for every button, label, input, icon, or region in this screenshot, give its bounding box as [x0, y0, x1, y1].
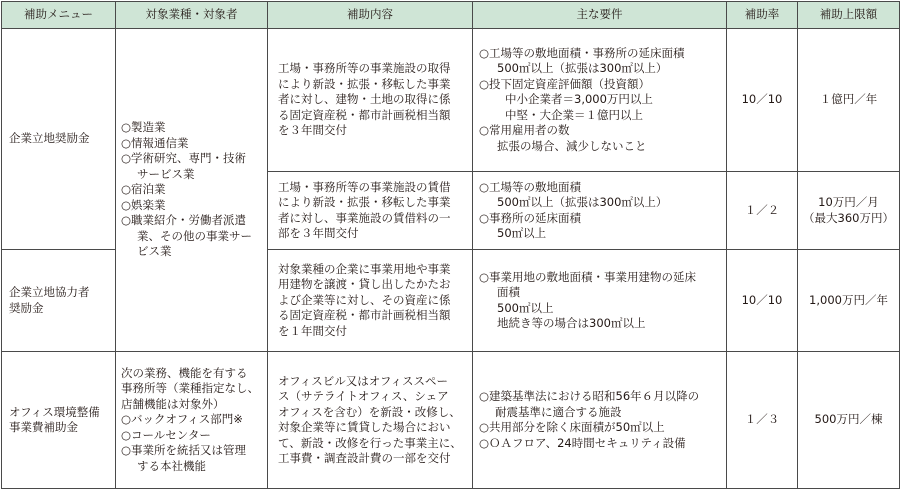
limit-line: １億円／年	[819, 92, 878, 107]
header-requirements: 主な要件	[473, 2, 727, 29]
header-row	[2, 2, 900, 29]
requirement-line: 500㎡以上（拡張は300㎡以上）	[497, 195, 668, 209]
content-line: 部を３年間交付	[278, 226, 359, 240]
requirements-cell	[473, 250, 727, 352]
menu-cell	[2, 29, 116, 250]
menu-cell	[2, 352, 116, 489]
header-menu: 補助メニュー	[2, 2, 116, 29]
requirement-line: ○工場等の敷地面積・事務所の延床面積	[479, 45, 685, 60]
target-item: ○娯楽業	[121, 197, 166, 212]
limit-cell	[798, 250, 900, 352]
rate-cell: １／３	[727, 352, 798, 489]
requirements-cell	[473, 29, 727, 172]
requirement-line: 面積	[497, 285, 520, 299]
target-item: 次の業務、機能を有する	[121, 365, 248, 380]
table-row	[2, 352, 900, 489]
content-line: により新設・拡張・移転した事業	[278, 195, 451, 209]
content-line: ス（サテライトオフィス、シェア	[278, 389, 449, 403]
requirement-line: 耐震基準に適合する施設	[495, 404, 622, 419]
limit-line: 500万円／棟	[814, 412, 883, 427]
header-rate: 補助率	[727, 2, 798, 29]
requirement-line: 500㎡以上	[497, 300, 554, 315]
limit-cell	[798, 352, 900, 489]
target-item: ○バックオフィス部門※	[121, 412, 243, 427]
subsidy-table	[1, 1, 900, 489]
target-item: ○宿泊業	[121, 182, 166, 197]
requirement-line: ○事業用地の敷地面積・事業用建物の延床	[479, 269, 697, 284]
target-item: 事務所等（業種指定なし、	[121, 381, 259, 396]
content-cell	[268, 29, 473, 172]
menu-name: オフィス環境整備	[9, 404, 100, 419]
content-line: よび企業等に対し、その資産に係	[278, 292, 451, 307]
limit-line: 10万円／月	[818, 195, 879, 209]
target-item: する本社機能	[137, 458, 206, 473]
content-line: 対象企業等に賃貸した場合におい	[278, 420, 451, 434]
target-item: ○情報通信業	[121, 135, 189, 150]
content-line: オフィスビル又はオフィススペー	[278, 373, 448, 388]
target-item: ○事業所を統括又は管理	[121, 443, 247, 458]
content-line: て、新設・改修を行った事業主に、	[278, 435, 462, 450]
content-line: 工場・事務所等の事業施設の取得	[278, 61, 451, 76]
content-line: 対象業種の企業に事業用地や事業	[278, 261, 451, 276]
menu-name: 奨励金	[9, 300, 44, 315]
content-cell	[268, 352, 473, 489]
header-limit: 補助上限額	[798, 2, 900, 29]
requirement-line: ○工場等の敷地面積	[479, 179, 582, 194]
content-line: により新設・拡張・移転した事業	[278, 76, 451, 91]
limit-line: 1,000万円／年	[809, 292, 888, 307]
content-line: 用建物を譲渡・貸し出したかたお	[278, 277, 451, 292]
target-item: 業、その他の事業サー	[137, 228, 252, 243]
target-item: サービス業	[137, 166, 195, 181]
requirements-cell	[473, 172, 727, 250]
menu-name: 企業立地協力者	[9, 285, 90, 299]
content-line: を１年間交付	[278, 323, 347, 338]
requirement-line: ○建築基準法における昭和56年６月以降の	[479, 389, 700, 403]
requirement-line: 500㎡以上（拡張は300㎡以上）	[497, 61, 668, 76]
table-row	[2, 29, 900, 172]
requirements-cell	[473, 352, 727, 489]
requirement-line: ○常用雇用者の数	[479, 123, 570, 138]
rate-cell: １／２	[727, 172, 798, 250]
content-line: 者に対し、建物・土地の取得に係	[278, 92, 451, 107]
menu-name: 企業立地奨励金	[9, 131, 90, 146]
target-item: 店舗機能は対象外）	[121, 396, 225, 411]
requirement-line: 50㎡以上	[497, 226, 547, 240]
requirement-line: ○事務所の延床面積	[479, 210, 582, 225]
target-cell	[116, 29, 268, 352]
limit-cell	[798, 29, 900, 172]
rate-cell: 10／10	[727, 250, 798, 352]
limit-line: （最大360万円）	[803, 210, 894, 225]
requirement-line: ○共用部分を除く床面積が50㎡以上	[479, 420, 665, 434]
requirement-line: 拡張の場合、減少しないこと	[497, 138, 647, 153]
content-line: る固定資産税・都市計画税相当額	[278, 107, 451, 122]
requirement-line: ○投下固定資産評価額（投資額）	[479, 76, 651, 91]
target-item: ○学術研究、専門・技術	[121, 151, 247, 166]
rate-cell: 10／10	[727, 29, 798, 172]
target-item: ビス業	[137, 244, 172, 259]
content-line: 工事費・調査設計費の一部を交付	[278, 451, 451, 465]
requirement-line: 中小企業者＝3,000万円以上	[505, 92, 653, 107]
header-content: 補助内容	[268, 2, 473, 29]
target-cell	[116, 352, 268, 489]
requirement-line: 地続き等の場合は300㎡以上	[497, 316, 646, 330]
content-line: 者に対し、事業施設の賃借料の一	[278, 210, 451, 225]
header-target: 対象業種・対象者	[116, 2, 268, 29]
content-cell	[268, 172, 473, 250]
content-line: 工場・事務所等の事業施設の賃借	[278, 179, 451, 194]
content-line: オフィスを含む）を新設・改修し、	[278, 404, 461, 419]
target-item: ○コールセンター	[121, 427, 211, 442]
target-item: ○製造業	[121, 120, 166, 135]
menu-name: 事業費補助金	[9, 420, 78, 434]
target-item: ○職業紹介・労働者派遣	[121, 213, 247, 228]
limit-cell	[798, 172, 900, 250]
content-cell	[268, 250, 473, 352]
requirement-line: ○ＯＡフロア、24時間セキュリティ設備	[479, 435, 686, 450]
requirement-line: 中堅・大企業＝１億円以上	[505, 107, 643, 122]
content-line: を３年間交付	[278, 123, 347, 138]
menu-cell	[2, 250, 116, 352]
content-line: る固定資産税・都市計画税相当額	[278, 308, 451, 323]
